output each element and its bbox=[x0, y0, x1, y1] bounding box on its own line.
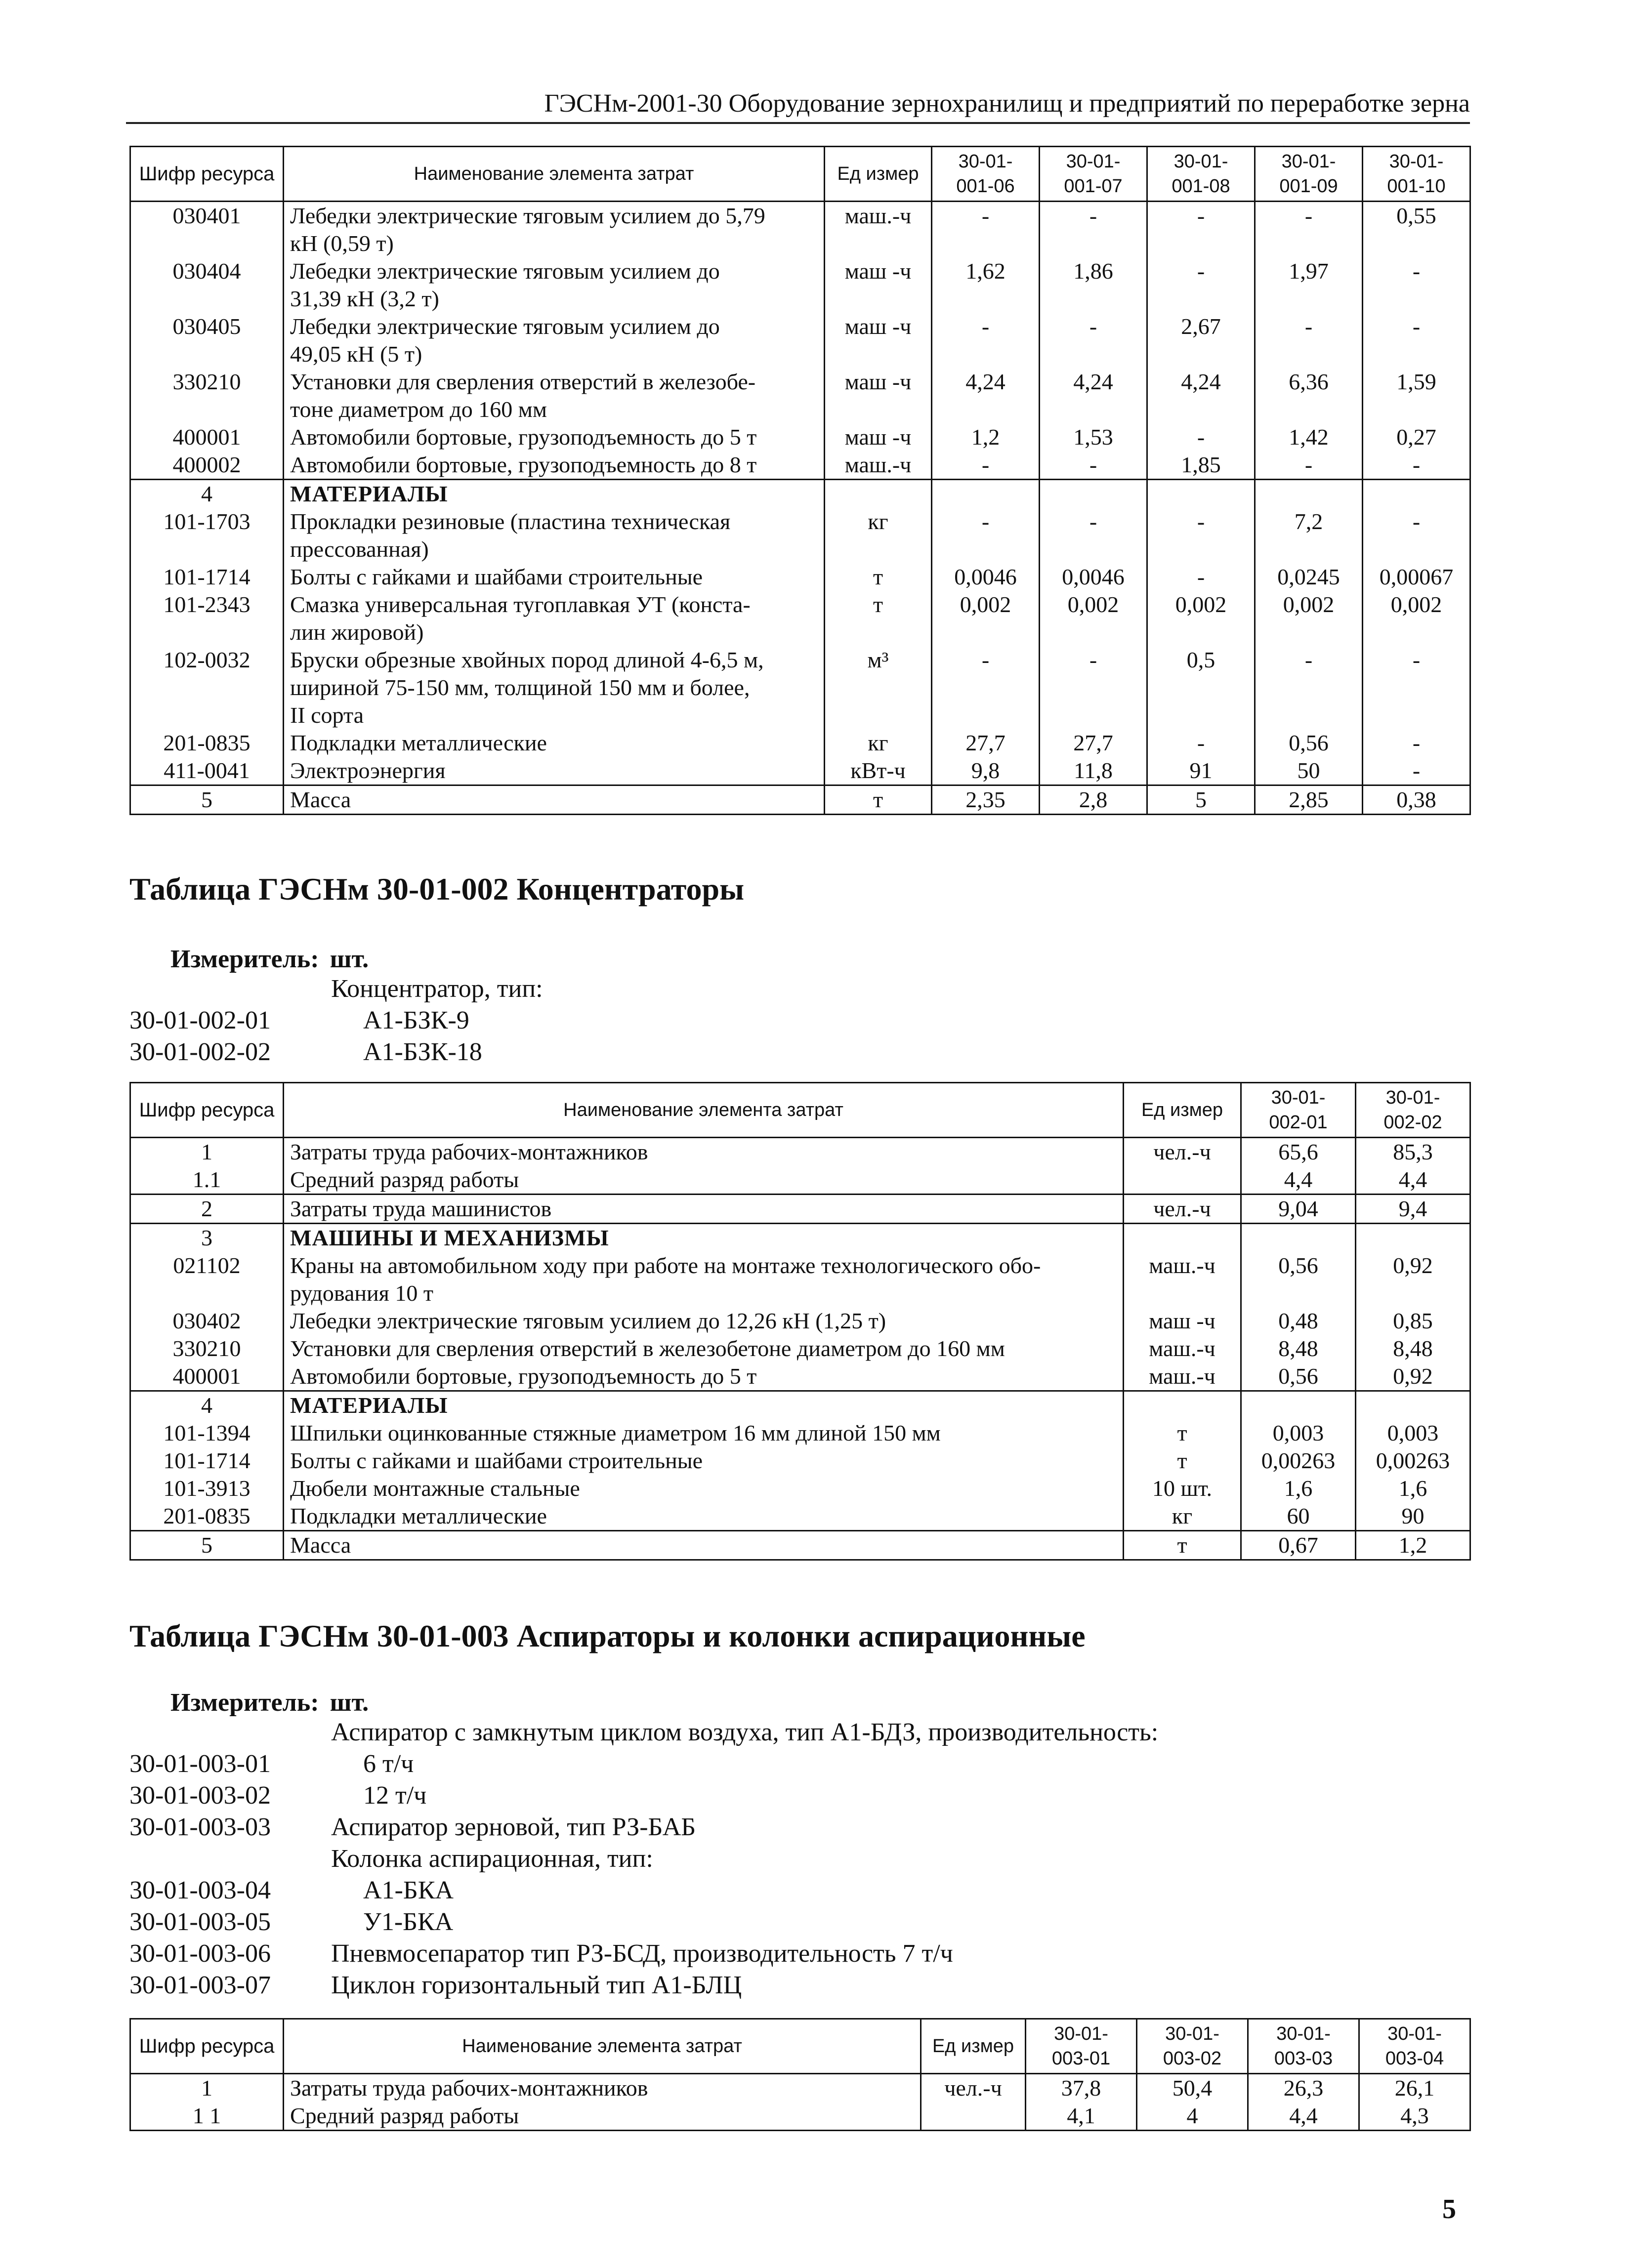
norm-value-cell: - bbox=[932, 313, 1040, 368]
table-row bbox=[130, 1502, 1470, 1531]
norm-value-cell: 1,62 bbox=[932, 257, 1040, 313]
cost-element-name-cell: МАШИНЫ И МЕХАНИЗМЫ bbox=[284, 1224, 1124, 1252]
unit-cell: т bbox=[825, 591, 932, 646]
item-description: Аспиратор зерновой, тип РЗ-БАБ bbox=[331, 1813, 696, 1841]
header-name: Наименование элемента затрат bbox=[284, 2019, 921, 2074]
item-code: 30-01-003-06 bbox=[129, 1939, 271, 1968]
norm-value-cell: 0,0245 bbox=[1255, 563, 1363, 591]
norm-value-cell: 4,24 bbox=[1147, 368, 1255, 423]
norm-value-cell: 0,56 bbox=[1241, 1362, 1356, 1391]
resource-code-cell: 3 bbox=[130, 1224, 284, 1252]
cost-element-name-cell: МАТЕРИАЛЫ bbox=[284, 480, 825, 508]
item-description: Концентратор, тип: bbox=[331, 975, 543, 1003]
unit-cell: чел.-ч bbox=[921, 2074, 1026, 2103]
norm-value-cell: - bbox=[1363, 313, 1470, 368]
resource-code-cell: 101-1714 bbox=[130, 563, 284, 591]
measure-label bbox=[170, 944, 369, 975]
norm-value-cell bbox=[1363, 480, 1470, 508]
unit-cell: т bbox=[1124, 1531, 1241, 1560]
cost-element-name-cell: Бруски обрезные хвойных пород длиной 4-6,5 м, шириной 75-150 мм, толщиной 150 мм и более, II сорта bbox=[284, 646, 825, 729]
norm-value-cell: - bbox=[1255, 451, 1363, 480]
resource-code-cell: 101-1714 bbox=[130, 1447, 284, 1475]
cost-element-name-cell: Лебедки электрические тяговым усилием до 12,26 кН (1,25 т) bbox=[284, 1307, 1124, 1335]
header-norm-code: 30-01- 001-10 bbox=[1363, 147, 1470, 202]
table-row bbox=[130, 1475, 1470, 1502]
resource-table-30-01-002 bbox=[129, 1082, 1471, 1561]
resource-code-cell: 101-3913 bbox=[130, 1475, 284, 1502]
norm-value-cell bbox=[1147, 480, 1255, 508]
norm-value-cell: 5 bbox=[1147, 785, 1255, 815]
norm-value-cell: 1,6 bbox=[1241, 1475, 1356, 1502]
header-norm-code: 30-01- 003-04 bbox=[1359, 2019, 1470, 2074]
table-row bbox=[130, 423, 1470, 451]
header-name: Наименование элемента затрат bbox=[284, 147, 825, 202]
norm-value-cell: - bbox=[932, 202, 1040, 258]
cost-element-name-cell: Автомобили бортовые, грузоподъемность до 5 т bbox=[284, 423, 825, 451]
norm-value-cell: 2,35 bbox=[932, 785, 1040, 815]
resource-code-cell: 030405 bbox=[130, 313, 284, 368]
unit-cell: т bbox=[825, 785, 932, 815]
norm-value-cell: 4,24 bbox=[932, 368, 1040, 423]
resource-code-cell: 030402 bbox=[130, 1307, 284, 1335]
unit-cell: маш -ч bbox=[825, 423, 932, 451]
cost-element-name-cell: Прокладки резиновые (пластина техническая прессованная) bbox=[284, 508, 825, 563]
table-row bbox=[130, 1335, 1470, 1362]
resource-code-cell: 5 bbox=[130, 1531, 284, 1560]
table-header-row bbox=[130, 147, 1470, 202]
table-row bbox=[130, 1224, 1470, 1252]
resource-code-cell: 102-0032 bbox=[130, 646, 284, 729]
header-norm-code: 30-01- 001-07 bbox=[1040, 147, 1147, 202]
resource-code-cell: 400001 bbox=[130, 1362, 284, 1391]
norm-value-cell: 50,4 bbox=[1137, 2074, 1248, 2103]
item-code: 30-01-002-01 bbox=[129, 1006, 271, 1034]
resource-code-cell: 400002 bbox=[130, 451, 284, 480]
header-norm-code: 30-01- 003-03 bbox=[1248, 2019, 1359, 2074]
item-code: 30-01-003-04 bbox=[129, 1876, 271, 1904]
measure-label bbox=[170, 1687, 369, 1719]
norm-value-cell: 0,003 bbox=[1356, 1419, 1470, 1447]
norm-value-cell: 0,92 bbox=[1356, 1362, 1470, 1391]
unit-cell: т bbox=[1124, 1447, 1241, 1475]
table-row bbox=[130, 2074, 1470, 2103]
cost-element-name-cell: Установки для сверления отверстий в железобетоне диаметром до 160 мм bbox=[284, 1335, 1124, 1362]
norm-value-cell: 0,002 bbox=[1255, 591, 1363, 646]
norm-value-cell: 1,97 bbox=[1255, 257, 1363, 313]
item-code: 30-01-003-03 bbox=[129, 1813, 271, 1841]
norm-value-cell: 4,24 bbox=[1040, 368, 1147, 423]
header-unit: Ед измер bbox=[921, 2019, 1026, 2074]
norm-value-cell bbox=[1241, 1224, 1356, 1252]
norm-value-cell: 0,48 bbox=[1241, 1307, 1356, 1335]
norm-value-cell: 4,3 bbox=[1359, 2102, 1470, 2131]
unit-cell bbox=[1124, 1391, 1241, 1420]
table-title-30-01-003: Таблица ГЭСНм 30-01-003 Аспираторы и колонки аспирационные bbox=[129, 1618, 1086, 1653]
header-norm-code: 30-01- 001-08 bbox=[1147, 147, 1255, 202]
unit-cell: маш.-ч bbox=[1124, 1335, 1241, 1362]
table-header-row bbox=[130, 1083, 1470, 1138]
norm-value-cell: 6,36 bbox=[1255, 368, 1363, 423]
norm-value-cell: 4 bbox=[1137, 2102, 1248, 2131]
norm-value-cell: 9,04 bbox=[1241, 1195, 1356, 1224]
norm-value-cell: 1,42 bbox=[1255, 423, 1363, 451]
item-description: У1-БКА bbox=[363, 1908, 454, 1936]
unit-cell: чел.-ч bbox=[1124, 1195, 1241, 1224]
norm-value-cell bbox=[1255, 480, 1363, 508]
norm-value-cell: 2,8 bbox=[1040, 785, 1147, 815]
norm-value-cell: - bbox=[1040, 451, 1147, 480]
table-header-row bbox=[130, 2019, 1470, 2074]
resource-code-cell: 400001 bbox=[130, 423, 284, 451]
norm-value-cell: 9,8 bbox=[932, 757, 1040, 785]
resource-code-cell: 330210 bbox=[130, 368, 284, 423]
cost-element-name-cell: Лебедки электрические тяговым усилием до 49,05 кН (5 т) bbox=[284, 313, 825, 368]
norm-value-cell: - bbox=[1363, 757, 1470, 785]
cost-element-name-cell: Смазка универсальная тугоплавкая УТ (конста- лин жировой) bbox=[284, 591, 825, 646]
cost-element-name-cell: Масса bbox=[284, 1531, 1124, 1560]
norm-value-cell: 2,67 bbox=[1147, 313, 1255, 368]
measure-label-text: Измеритель: bbox=[170, 1689, 319, 1717]
norm-value-cell: - bbox=[1147, 729, 1255, 757]
table-row bbox=[130, 2102, 1470, 2131]
resource-code-cell: 1 bbox=[130, 2074, 284, 2103]
header-code: Шифр ресурса bbox=[130, 1083, 284, 1138]
cost-element-name-cell: Дюбели монтажные стальные bbox=[284, 1475, 1124, 1502]
header-code: Шифр ресурса bbox=[130, 147, 284, 202]
resource-table-30-01-003 bbox=[129, 2018, 1471, 2131]
item-code: 30-01-003-02 bbox=[129, 1781, 271, 1810]
header-name: Наименование элемента затрат bbox=[284, 1083, 1124, 1138]
norm-value-cell: - bbox=[1040, 508, 1147, 563]
unit-cell: маш -ч bbox=[1124, 1307, 1241, 1335]
norm-value-cell: - bbox=[1363, 646, 1470, 729]
item-code: 30-01-003-01 bbox=[129, 1750, 271, 1778]
norm-value-cell: - bbox=[1040, 646, 1147, 729]
resource-code-cell: 201-0835 bbox=[130, 729, 284, 757]
unit-cell: т bbox=[1124, 1419, 1241, 1447]
table-row bbox=[130, 1447, 1470, 1475]
norm-value-cell bbox=[1356, 1391, 1470, 1420]
table-row bbox=[130, 1166, 1470, 1195]
table-row bbox=[130, 563, 1470, 591]
resource-code-cell: 330210 bbox=[130, 1335, 284, 1362]
table-row bbox=[130, 591, 1470, 646]
table-row bbox=[130, 368, 1470, 423]
header-unit: Ед измер bbox=[825, 147, 932, 202]
resource-code-cell: 030401 bbox=[130, 202, 284, 258]
measure-label-text: Измеритель: bbox=[170, 945, 319, 973]
norm-value-cell: 0,56 bbox=[1241, 1252, 1356, 1307]
header-norm-code: 30-01- 001-09 bbox=[1255, 147, 1363, 202]
norm-value-cell: - bbox=[1255, 202, 1363, 258]
resource-code-cell: 5 bbox=[130, 785, 284, 815]
measure-unit: шт. bbox=[330, 945, 369, 973]
norm-value-cell: 0,002 bbox=[1147, 591, 1255, 646]
item-description: А1-БКА bbox=[363, 1876, 454, 1904]
norm-value-cell: 1,53 bbox=[1040, 423, 1147, 451]
unit-cell: т bbox=[825, 563, 932, 591]
norm-value-cell: 4,4 bbox=[1356, 1166, 1470, 1195]
unit-cell: маш -ч bbox=[825, 257, 932, 313]
header-norm-code: 30-01- 002-01 bbox=[1241, 1083, 1356, 1138]
norm-value-cell: 4,4 bbox=[1241, 1166, 1356, 1195]
cost-element-name-cell: Затраты труда машинистов bbox=[284, 1195, 1124, 1224]
unit-cell bbox=[825, 480, 932, 508]
norm-value-cell: 65,6 bbox=[1241, 1138, 1356, 1166]
header-norm-code: 30-01- 001-06 bbox=[932, 147, 1040, 202]
norm-value-cell: 0,00067 bbox=[1363, 563, 1470, 591]
norm-value-cell: 4,4 bbox=[1248, 2102, 1359, 2131]
table-row bbox=[130, 1195, 1470, 1224]
table-row bbox=[130, 1307, 1470, 1335]
norm-value-cell: 0,92 bbox=[1356, 1252, 1470, 1307]
resource-code-cell: 1 1 bbox=[130, 2102, 284, 2131]
norm-value-cell: 7,2 bbox=[1255, 508, 1363, 563]
resource-code-cell: 1 bbox=[130, 1138, 284, 1166]
item-code: 30-01-002-02 bbox=[129, 1038, 271, 1066]
unit-cell: маш.-ч bbox=[1124, 1252, 1241, 1307]
norm-value-cell bbox=[932, 480, 1040, 508]
norm-value-cell: 9,4 bbox=[1356, 1195, 1470, 1224]
unit-cell bbox=[921, 2102, 1026, 2131]
cost-element-name-cell: Болты с гайками и шайбами строительные bbox=[284, 1447, 1124, 1475]
item-code: 30-01-003-05 bbox=[129, 1908, 271, 1936]
cost-element-name-cell: Подкладки металлические bbox=[284, 729, 825, 757]
table-row bbox=[130, 508, 1470, 563]
norm-value-cell: 0,002 bbox=[932, 591, 1040, 646]
unit-cell: чел.-ч bbox=[1124, 1138, 1241, 1166]
cost-element-name-cell: Автомобили бортовые, грузоподъемность до 5 т bbox=[284, 1362, 1124, 1391]
norm-value-cell: 1,6 bbox=[1356, 1475, 1470, 1502]
unit-cell: 10 шт. bbox=[1124, 1475, 1241, 1502]
table-row bbox=[130, 1252, 1470, 1307]
norm-value-cell: 0,0046 bbox=[932, 563, 1040, 591]
cost-element-name-cell: Шпильки оцинкованные стяжные диаметром 16 мм длиной 150 мм bbox=[284, 1419, 1124, 1447]
norm-value-cell: 0,002 bbox=[1040, 591, 1147, 646]
resource-code-cell: 101-1394 bbox=[130, 1419, 284, 1447]
unit-cell: кг bbox=[825, 729, 932, 757]
item-code: 30-01-003-07 bbox=[129, 1971, 271, 1999]
norm-value-cell: 0,56 bbox=[1255, 729, 1363, 757]
table-row bbox=[130, 1419, 1470, 1447]
norm-value-cell: 26,3 bbox=[1248, 2074, 1359, 2103]
norm-value-cell: - bbox=[1147, 508, 1255, 563]
table-row bbox=[130, 451, 1470, 480]
item-description: Пневмосепаратор тип РЗ-БСД, производительность 7 т/ч bbox=[331, 1939, 953, 1968]
table-row bbox=[130, 1138, 1470, 1166]
cost-element-name-cell: Масса bbox=[284, 785, 825, 815]
norm-value-cell: - bbox=[932, 451, 1040, 480]
norm-value-cell bbox=[1356, 1224, 1470, 1252]
header-code: Шифр ресурса bbox=[130, 2019, 284, 2074]
table-row bbox=[130, 729, 1470, 757]
norm-value-cell: 60 bbox=[1241, 1502, 1356, 1531]
norm-value-cell: 0,5 bbox=[1147, 646, 1255, 729]
item-description: Аспиратор с замкнутым циклом воздуха, тип А1-БДЗ, производительность: bbox=[331, 1718, 1159, 1746]
norm-value-cell: 1,86 bbox=[1040, 257, 1147, 313]
measure-unit: шт. bbox=[330, 1689, 369, 1717]
resource-code-cell: 411-0041 bbox=[130, 757, 284, 785]
norm-value-cell bbox=[1241, 1391, 1356, 1420]
unit-cell bbox=[1124, 1224, 1241, 1252]
norm-value-cell: - bbox=[1363, 508, 1470, 563]
unit-cell: м³ bbox=[825, 646, 932, 729]
norm-value-cell: 1,2 bbox=[932, 423, 1040, 451]
norm-value-cell: - bbox=[1147, 202, 1255, 258]
norm-value-cell: 0,00263 bbox=[1241, 1447, 1356, 1475]
norm-value-cell: 26,1 bbox=[1359, 2074, 1470, 2103]
item-description: А1-БЗК-18 bbox=[363, 1038, 482, 1066]
resource-code-cell: 030404 bbox=[130, 257, 284, 313]
norm-value-cell: - bbox=[1363, 451, 1470, 480]
resource-table-30-01-001 bbox=[129, 146, 1471, 815]
resource-code-cell: 021102 bbox=[130, 1252, 284, 1307]
norm-value-cell: - bbox=[932, 646, 1040, 729]
norm-value-cell: 0,38 bbox=[1363, 785, 1470, 815]
item-description: 12 т/ч bbox=[363, 1781, 427, 1810]
cost-element-name-cell: Средний разряд работы bbox=[284, 2102, 921, 2131]
resource-code-cell: 101-1703 bbox=[130, 508, 284, 563]
norm-value-cell: 0,67 bbox=[1241, 1531, 1356, 1560]
header-norm-code: 30-01- 002-02 bbox=[1356, 1083, 1470, 1138]
cost-element-name-cell: Краны на автомобильном ходу при работе на монтаже технологического обо- рудования 10 т bbox=[284, 1252, 1124, 1307]
item-description: Колонка аспирационная, тип: bbox=[331, 1845, 653, 1873]
norm-value-cell: 4,1 bbox=[1026, 2102, 1137, 2131]
table-row bbox=[130, 480, 1470, 508]
cost-element-name-cell: МАТЕРИАЛЫ bbox=[284, 1391, 1124, 1420]
norm-value-cell: 1,2 bbox=[1356, 1531, 1470, 1560]
unit-cell bbox=[1124, 1166, 1241, 1195]
norm-value-cell: - bbox=[1147, 257, 1255, 313]
table-row bbox=[130, 313, 1470, 368]
page-number: 5 bbox=[1442, 2194, 1456, 2225]
unit-cell: кг bbox=[1124, 1502, 1241, 1531]
cost-element-name-cell: Установки для сверления отверстий в железобе- тоне диаметром до 160 мм bbox=[284, 368, 825, 423]
norm-value-cell: - bbox=[1255, 313, 1363, 368]
table-row bbox=[130, 785, 1470, 815]
cost-element-name-cell: Электроэнергия bbox=[284, 757, 825, 785]
unit-cell: маш.-ч bbox=[825, 451, 932, 480]
norm-value-cell: 8,48 bbox=[1356, 1335, 1470, 1362]
norm-value-cell: 0,002 bbox=[1363, 591, 1470, 646]
resource-code-cell: 4 bbox=[130, 480, 284, 508]
norm-value-cell: - bbox=[1363, 257, 1470, 313]
norm-value-cell: 1,59 bbox=[1363, 368, 1470, 423]
unit-cell: кВт-ч bbox=[825, 757, 932, 785]
norm-value-cell: 90 bbox=[1356, 1502, 1470, 1531]
running-header: ГЭСНм-2001-30 Оборудование зернохранилищ и предприятий по переработке зерна bbox=[126, 86, 1470, 124]
header-unit: Ед измер bbox=[1124, 1083, 1241, 1138]
unit-cell: маш.-ч bbox=[825, 202, 932, 258]
norm-value-cell: - bbox=[1363, 729, 1470, 757]
norm-value-cell: - bbox=[1147, 563, 1255, 591]
norm-value-cell: 0,55 bbox=[1363, 202, 1470, 258]
item-description: 6 т/ч bbox=[363, 1750, 414, 1778]
resource-code-cell: 2 bbox=[130, 1195, 284, 1224]
table-row bbox=[130, 257, 1470, 313]
table-title-30-01-002: Таблица ГЭСНм 30-01-002 Концентраторы bbox=[129, 871, 745, 907]
item-description: А1-БЗК-9 bbox=[363, 1006, 469, 1034]
norm-value-cell: 0,27 bbox=[1363, 423, 1470, 451]
norm-value-cell: - bbox=[1040, 313, 1147, 368]
cost-element-name-cell: Лебедки электрические тяговым усилием до 31,39 кН (3,2 т) bbox=[284, 257, 825, 313]
norm-value-cell bbox=[1040, 480, 1147, 508]
norm-value-cell: 8,48 bbox=[1241, 1335, 1356, 1362]
table-row bbox=[130, 646, 1470, 729]
norm-value-cell: 0,85 bbox=[1356, 1307, 1470, 1335]
cost-element-name-cell: Подкладки металлические bbox=[284, 1502, 1124, 1531]
norm-value-cell: 1,85 bbox=[1147, 451, 1255, 480]
resource-code-cell: 4 bbox=[130, 1391, 284, 1420]
norm-value-cell: - bbox=[1147, 423, 1255, 451]
table-row bbox=[130, 1531, 1470, 1560]
norm-value-cell: 27,7 bbox=[1040, 729, 1147, 757]
unit-cell: маш -ч bbox=[825, 313, 932, 368]
norm-value-cell: 85,3 bbox=[1356, 1138, 1470, 1166]
norm-value-cell: 50 bbox=[1255, 757, 1363, 785]
header-norm-code: 30-01- 003-01 bbox=[1026, 2019, 1137, 2074]
unit-cell: маш -ч bbox=[825, 368, 932, 423]
resource-code-cell: 201-0835 bbox=[130, 1502, 284, 1531]
norm-value-cell: 0,00263 bbox=[1356, 1447, 1470, 1475]
table-row bbox=[130, 757, 1470, 785]
cost-element-name-cell: Затраты труда рабочих-монтажников bbox=[284, 2074, 921, 2103]
table-row bbox=[130, 1391, 1470, 1420]
cost-element-name-cell: Болты с гайками и шайбами строительные bbox=[284, 563, 825, 591]
table-row bbox=[130, 202, 1470, 258]
norm-value-cell: 11,8 bbox=[1040, 757, 1147, 785]
norm-value-cell: - bbox=[1255, 646, 1363, 729]
norm-value-cell: 2,85 bbox=[1255, 785, 1363, 815]
norm-value-cell: 0,0046 bbox=[1040, 563, 1147, 591]
resource-code-cell: 1.1 bbox=[130, 1166, 284, 1195]
cost-element-name-cell: Лебедки электрические тяговым усилием до 5,79 кН (0,59 т) bbox=[284, 202, 825, 258]
cost-element-name-cell: Средний разряд работы bbox=[284, 1166, 1124, 1195]
item-description: Циклон горизонтальный тип А1-БЛЦ bbox=[331, 1971, 742, 1999]
norm-value-cell: - bbox=[1040, 202, 1147, 258]
table-row bbox=[130, 1362, 1470, 1391]
norm-value-cell: - bbox=[932, 508, 1040, 563]
header-norm-code: 30-01- 003-02 bbox=[1137, 2019, 1248, 2074]
norm-value-cell: 37,8 bbox=[1026, 2074, 1137, 2103]
resource-code-cell: 101-2343 bbox=[130, 591, 284, 646]
norm-value-cell: 0,003 bbox=[1241, 1419, 1356, 1447]
norm-value-cell: 27,7 bbox=[932, 729, 1040, 757]
cost-element-name-cell: Затраты труда рабочих-монтажников bbox=[284, 1138, 1124, 1166]
unit-cell: кг bbox=[825, 508, 932, 563]
unit-cell: маш.-ч bbox=[1124, 1362, 1241, 1391]
cost-element-name-cell: Автомобили бортовые, грузоподъемность до 8 т bbox=[284, 451, 825, 480]
norm-value-cell: 91 bbox=[1147, 757, 1255, 785]
